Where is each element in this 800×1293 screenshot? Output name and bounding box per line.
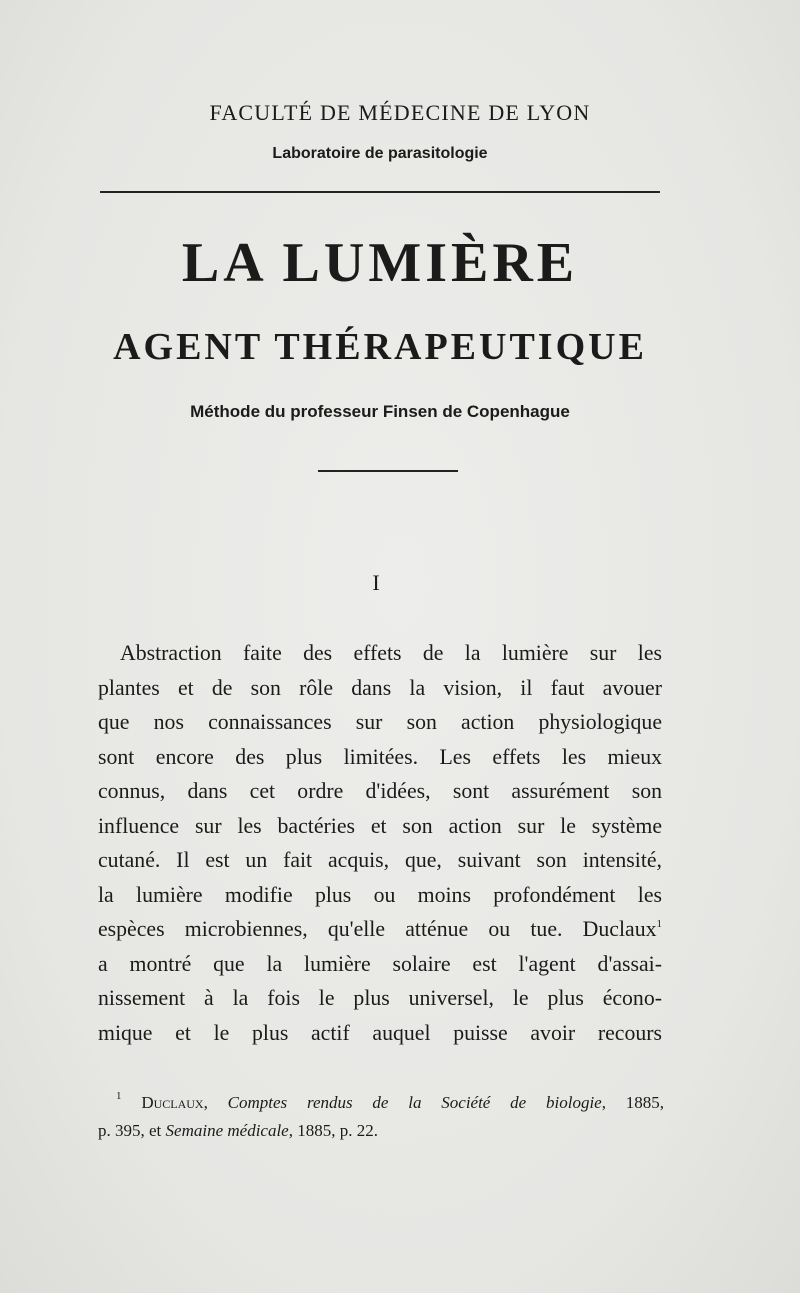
body-line: connus, dans cet ordre d'idées, sont assurément son: [98, 779, 662, 803]
body-line: cutané. Il est un fait acquis, que, suivant son intensité,: [98, 848, 662, 872]
footnote-separator: ,: [203, 1093, 228, 1112]
footnote-citation: p. 395, et: [98, 1121, 166, 1140]
header-divider: [100, 191, 660, 193]
footnote-citation: , 1885,: [601, 1093, 665, 1112]
body-line: nissement à la fois le plus universel, le plus écono-: [98, 986, 662, 1010]
footnote-marker: 1: [116, 1090, 122, 1102]
faculty-heading: FACULTÉ DE MÉDECINE DE LYON: [209, 100, 591, 125]
footnote-reference: 1: [656, 918, 662, 930]
body-line: a montré que la lumière solaire est l'agent d'assai-: [98, 951, 662, 976]
body-line: influence sur les bactéries et son action sur le système: [98, 813, 662, 838]
body-line: que nos connaissances sur son action physiologique: [98, 710, 662, 734]
main-title-second-line: AGENT THÉRAPEUTIQUE: [113, 326, 647, 368]
footnote-line: [98, 1117, 664, 1145]
footnote: [98, 1089, 664, 1145]
footnote-author: Duclaux: [141, 1093, 204, 1112]
body-line-text: espèces microbiennes, qu'elle atténue ou tue. Duclaux: [98, 917, 657, 941]
subtitle: Méthode du professeur Finsen de Copenhague: [190, 402, 570, 421]
title-divider: [318, 470, 458, 472]
body-line: plantes et de son rôle dans la vision, il faut avouer: [98, 675, 662, 700]
body-text: [98, 636, 662, 1050]
section-number: I: [372, 570, 380, 595]
laboratory-heading: Laboratoire de parasitologie: [272, 145, 488, 162]
body-line: [98, 878, 662, 913]
footnote-journal: Semaine médicale: [165, 1121, 289, 1140]
footnote-line: [98, 1089, 664, 1117]
footnote-citation: , 1885, p. 22.: [288, 1121, 378, 1140]
body-line: mique et le plus actif auquel puisse avoir recours: [98, 1020, 662, 1045]
body-line-with-footnote: [98, 912, 662, 947]
body-line: Abstraction faite des effets de la lumière sur les: [120, 641, 662, 665]
body-line: sont encore des plus limitées. Les effets les mieux: [98, 744, 662, 769]
footnote-journal: Comptes rendus de la Société de biologie: [227, 1093, 602, 1112]
main-title: LA LUMIÈRE: [181, 232, 579, 294]
body-line-text: la lumière modifie plus ou moins profondément les: [98, 882, 662, 907]
